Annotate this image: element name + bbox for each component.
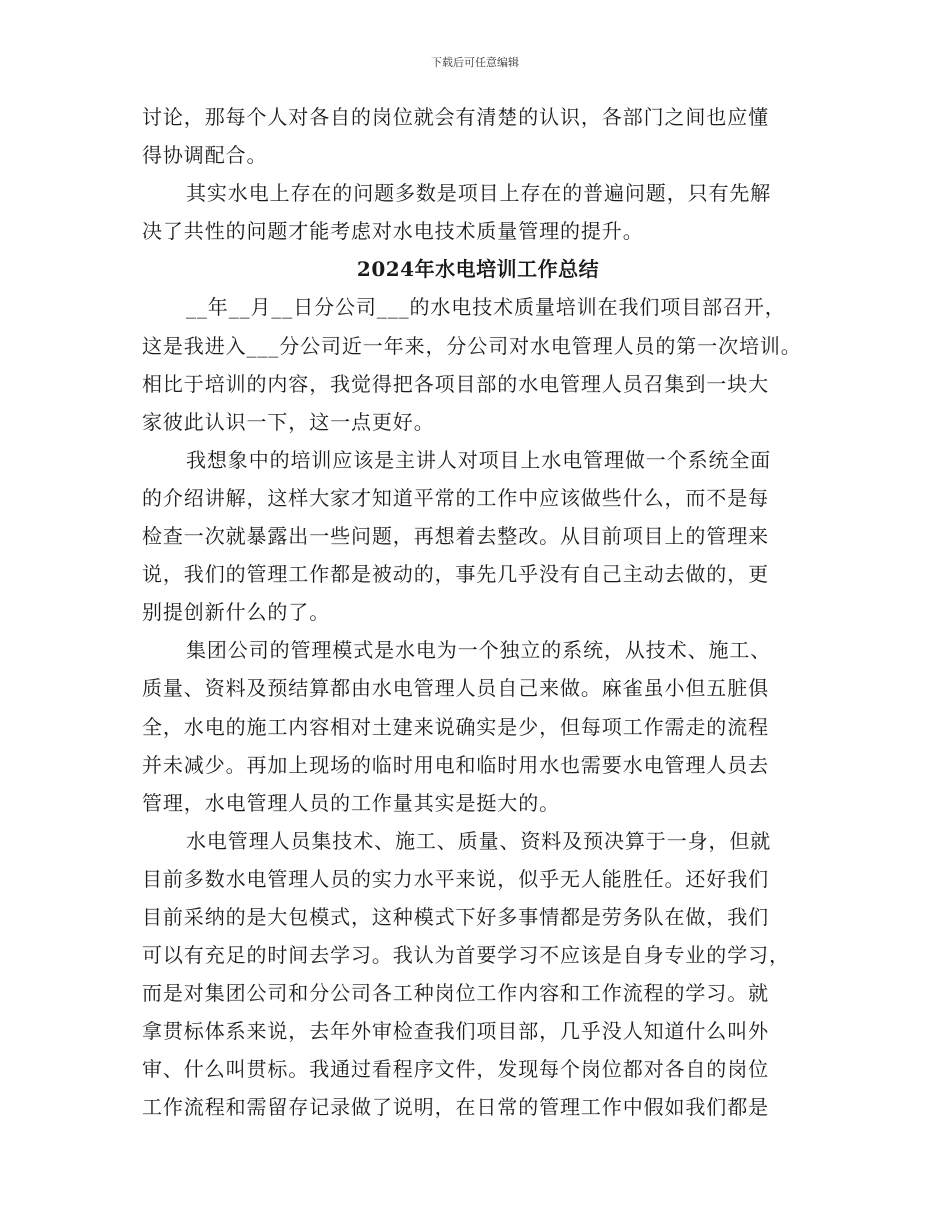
text-line: 相比于培训的内容，我觉得把各项目部的水电管理人员召集到一块大	[142, 371, 769, 396]
text-line: 可以有充足的时间去学习。我认为首要学习不应该是自身专业的学习，	[142, 943, 790, 968]
section-before-title	[142, 98, 814, 250]
text-line: 决了共性的问题才能考虑对水电技术质量管理的提升。	[142, 219, 644, 244]
text-line: 我想象中的培训应该是主讲人对项目上水电管理做一个系统全面	[186, 447, 772, 472]
text-line: 其实水电上存在的问题多数是项目上存在的普遍问题，只有先解	[186, 181, 772, 206]
text-line: 目前多数水电管理人员的实力水平来说，似乎无人能胜任。还好我们	[142, 866, 769, 891]
text-line: 这是我进入___分公司近一年来，分公司对水电管理人员的第一次培训。	[142, 333, 802, 358]
text-line: 讨论，那每个人对各自的岗位就会有清楚的认识，各部门之间也应懂	[142, 105, 769, 129]
text-line: 得协调配合。	[142, 143, 268, 168]
text-line: 别提创新什么的了。	[142, 600, 331, 625]
text-line: 说，我们的管理工作都是被动的，事先几乎没有自己主动去做的，更	[142, 562, 769, 587]
text-line: 质量、资料及预结算都由水电管理人员自己来做。麻雀虽小但五脏俱	[142, 676, 769, 701]
text-line: 家彼此认识一下，这一点更好。	[142, 409, 435, 434]
text-line: 并未减少。再加上现场的临时用电和临时用水也需要水电管理人员去	[142, 752, 769, 777]
text-line: 而是对集团公司和分公司各工种岗位工作内容和工作流程的学习。就	[142, 981, 769, 1006]
text-line: __年__月__日分公司___的水电技术质量培训在我们项目部召开，	[186, 295, 786, 320]
text-line: 的介绍讲解，这样大家才知道平常的工作中应该做些什么，而不是每	[142, 485, 769, 510]
section-after-title	[142, 288, 814, 1126]
page-header-note: 下载后可任意编辑	[431, 56, 519, 69]
document-body	[142, 98, 814, 1127]
text-line: 拿贯标体系来说，去年外审检查我们项目部，几乎没人知道什么叫外	[142, 1019, 769, 1044]
text-line: 全，水电的施工内容相对土建来说确实是少，但每项工作需走的流程	[142, 714, 769, 739]
text-line: 管理，水电管理人员的工作量其实是挺大的。	[142, 790, 560, 815]
text-line: 工作流程和需留存记录做了说明，在日常的管理工作中假如我们都是	[142, 1095, 769, 1120]
document-title: 2024年水电培训工作总结	[356, 257, 600, 282]
text-line: 审、什么叫贯标。我通过看程序文件，发现每个岗位都对各自的岗位	[142, 1057, 769, 1082]
text-line: 集团公司的管理模式是水电为一个独立的系统，从技术、施工、	[186, 638, 772, 663]
text-line: 目前采纳的是大包模式，这种模式下好多事情都是劳务队在做，我们	[142, 904, 769, 929]
text-line: 水电管理人员集技术、施工、质量、资料及预决算于一身，但就	[186, 828, 772, 853]
text-line: 检查一次就暴露出一些问题，再想着去整改。从目前项目上的管理来	[142, 524, 769, 549]
